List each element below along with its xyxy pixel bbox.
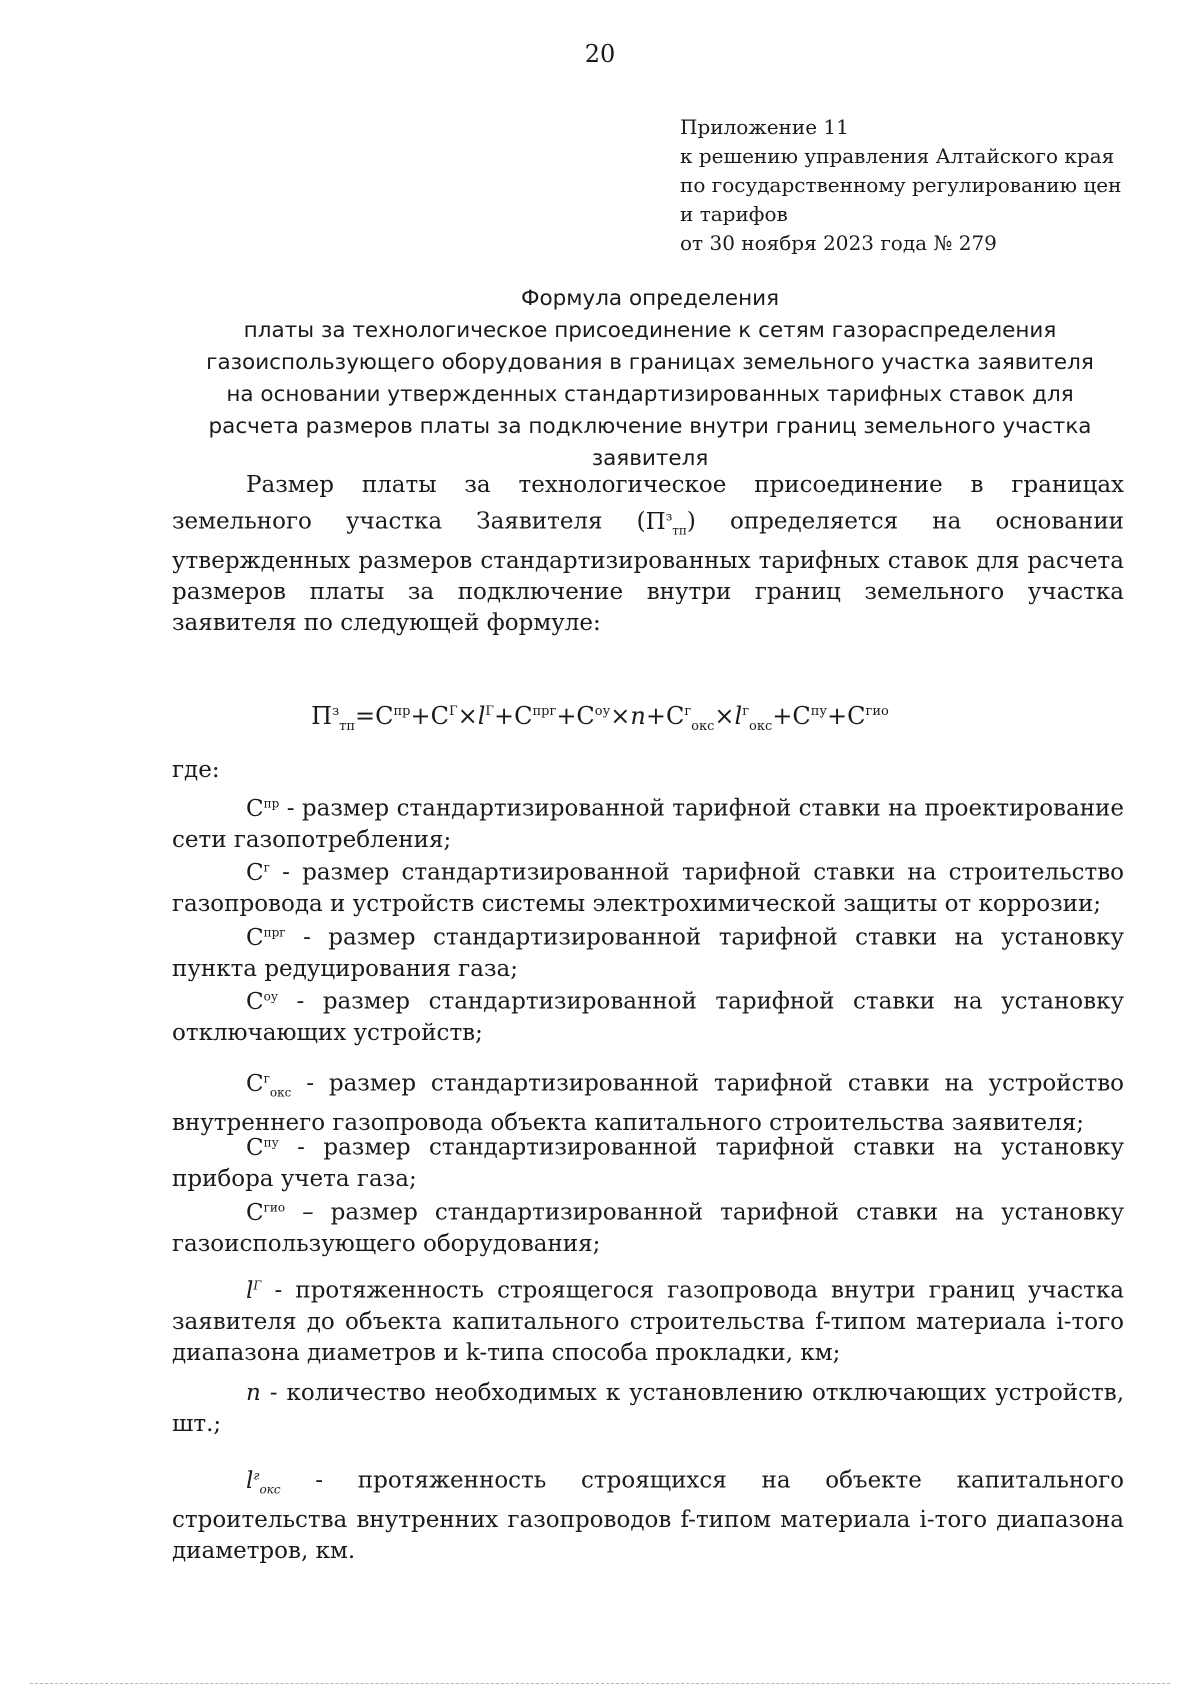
intro-text-1: Размер платы за технологическое присоединение в границах земельного участка Заявителя (: [172, 472, 1124, 535]
appendix-line: Приложение 11: [680, 115, 849, 139]
document-title: [170, 283, 1130, 475]
title-line: расчета размеров платы за подключение внутри границ земельного участка: [208, 414, 1092, 439]
title-line: газоиспользующего оборудования в границах земельного участка заявителя: [206, 350, 1094, 375]
symbol-n: n: [246, 1380, 261, 1406]
definition-sg: $С^г$ - размер стандартизированной тарифной ставки на строительство газопровода и устройств системы электрохимической защиты от коррозии;: [172, 859, 1125, 917]
scan-edge-line: [30, 1683, 1170, 1685]
appendix-block: [680, 113, 1121, 258]
title-line: заявителя: [591, 446, 709, 471]
title-line: на основании утвержденных стандартизированных тарифных ставок для: [226, 382, 1074, 407]
symbol-c-oks: $С^г_{окс}$: [246, 1070, 292, 1100]
appendix-line: и тарифов: [680, 202, 788, 226]
formula: $П^з_{тп}=С^{пр}+С^Г\times l^Г+С^{прг}+С^{оу}\times n+С^г_{окс}\times l^г_{окс}+С^{пу}+С^{гио}$: [311, 702, 889, 734]
symbol-c-pu: $С^{пу}$: [246, 1134, 279, 1161]
symbol-p-tp: $П^з_{тп}$: [645, 508, 687, 538]
definition-sgio: $С^{гио}$ – размер стандартизированной тарифной ставки на установку газоиспользующего оборудования;: [172, 1199, 1124, 1257]
symbol-l-g: $l^Г$: [246, 1277, 262, 1304]
definition-soks: $С^г_{окс}$ - размер стандартизированной тарифной ставки на устройство внутреннего газопровода объекта капитального строительства заявителя;: [172, 1070, 1124, 1137]
page-number: 20: [584, 40, 616, 68]
title-line: Формула определения: [520, 286, 780, 311]
definition-lg: $l^Г$ - протяженность строящегося газопровода внутри границ участка заявителя до объекта капитального строительства f-типом материала i-того диапазона диаметров и k-типа способа прокладки, км;: [172, 1277, 1124, 1366]
symbol-c-gio: $С^{гио}$: [246, 1199, 286, 1226]
intro-text-2: ) определяется на основании утвержденных размеров стандартизированных тарифных ставок для расчета размеров платы за подключение внутри границ земельного участка заявителя по следующей формуле:: [172, 508, 1124, 637]
intro-paragraph: [172, 470, 1124, 639]
symbol-c-g: $С^г$: [246, 859, 270, 886]
appendix-line: к решению управления Алтайского края: [680, 144, 1115, 168]
definition-spr: $С^{пр}$ - размер стандартизированной тарифной ставки на проектирование сети газопотребления;: [172, 795, 1124, 853]
symbol-c-ou: $С^{оу}$: [246, 988, 278, 1015]
where-label: где:: [172, 757, 220, 783]
symbol-c-pr: $С^{пр}$: [246, 795, 280, 822]
definition-n: n - количество необходимых к установлению отключающих устройств, шт.;: [172, 1380, 1124, 1437]
definition-sprg: $С^{прг}$ - размер стандартизированной тарифной ставки на установку пункта редуцирования газа;: [172, 924, 1125, 982]
appendix-line: по государственному регулированию цен: [680, 173, 1122, 197]
appendix-line: от 30 ноября 2023 года № 279: [680, 231, 997, 255]
symbol-c-prg: $С^{прг}$: [246, 924, 286, 951]
definition-spu: $С^{пу}$ - размер стандартизированной тарифной ставки на установку прибора учета газа;: [172, 1134, 1125, 1192]
definition-sou: $С^{оу}$ - размер стандартизированной тарифной ставки на установку отключающих устройств;: [172, 988, 1125, 1046]
symbol-l-oks: $l^г_{окс}$: [246, 1467, 281, 1497]
definition-loks: $l^г_{окс}$ - протяженность строящихся на объекте капитального строительства внутренних газопроводов f-типом материала i-того диапазона диаметров, км.: [172, 1467, 1124, 1565]
title-line: платы за технологическое присоединение к сетям газораспределения: [243, 318, 1057, 343]
